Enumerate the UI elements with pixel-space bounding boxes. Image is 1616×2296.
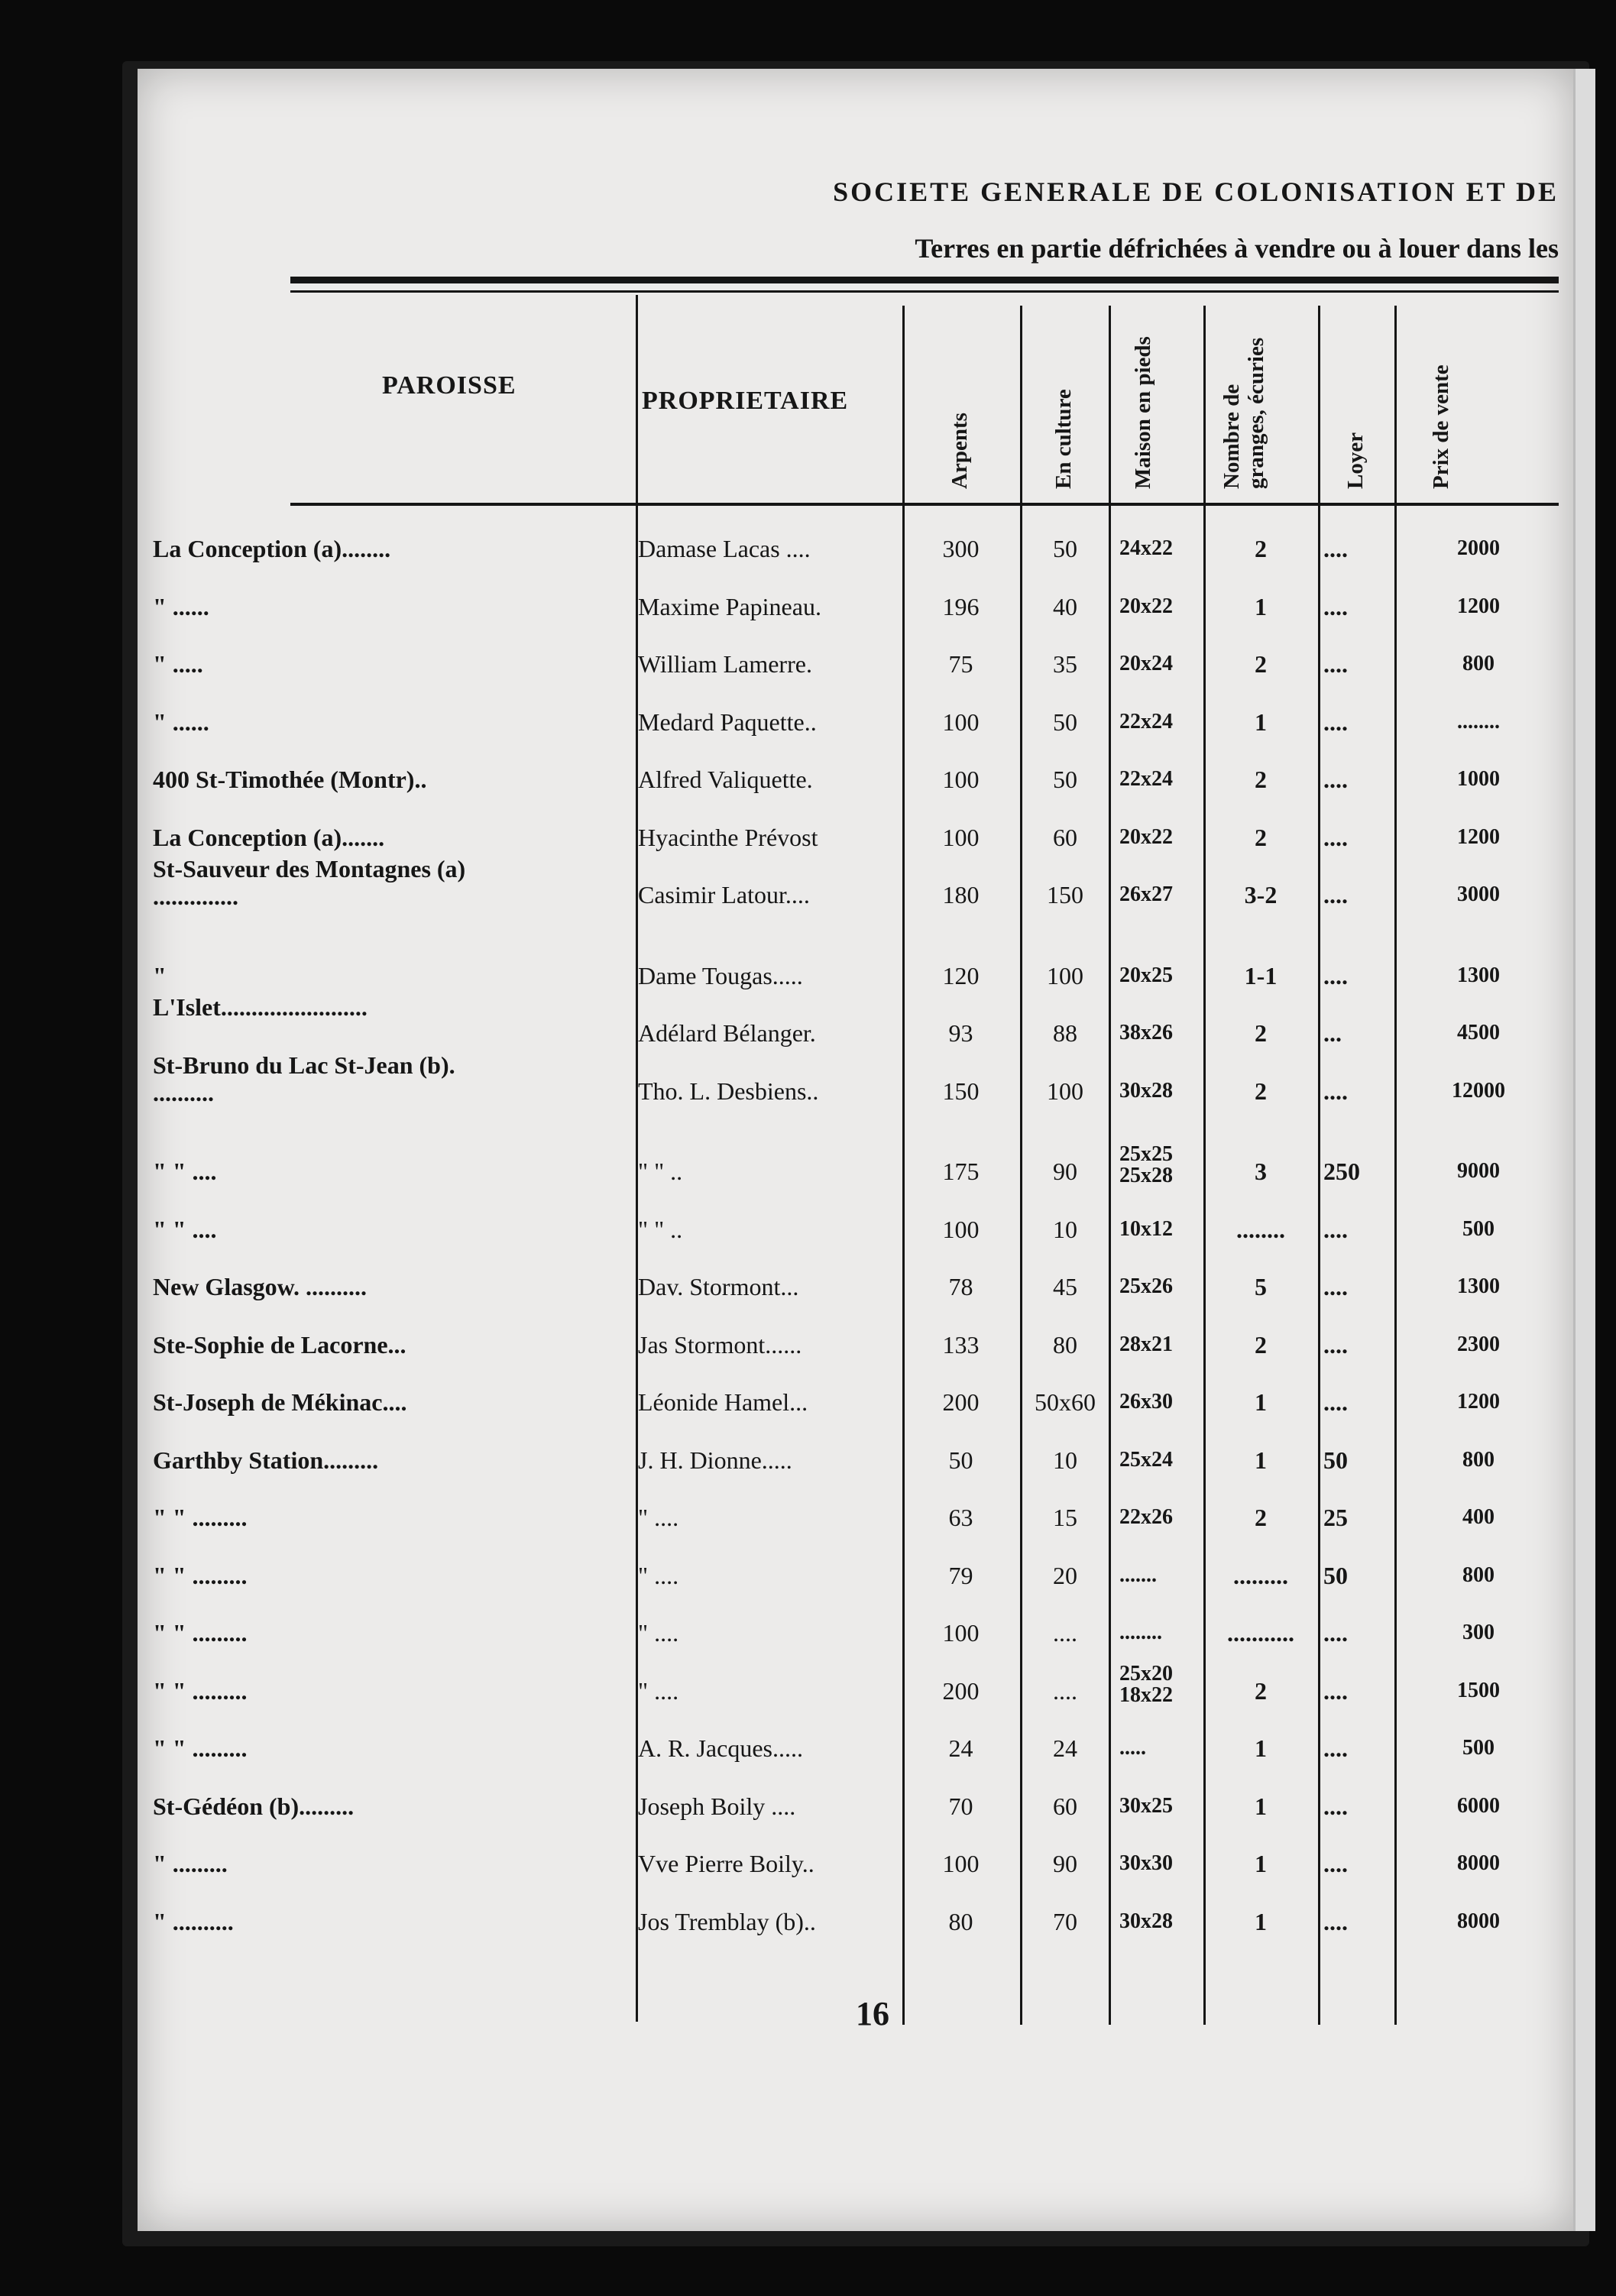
table-row [138,1792,1574,1849]
cell-arpents: 175 [942,1158,980,1185]
cell-maison: 30x25 [1119,1793,1173,1818]
cell-prix: 500 [1462,1216,1495,1241]
cell-loyer: .... [1323,650,1348,678]
cell-culture: 50x60 [1035,1388,1096,1416]
cell-granges: 2 [1255,1077,1267,1105]
cell-culture: 50 [1053,766,1077,793]
cell-arpents: 100 [942,823,980,851]
cell-paroisse: " ......... [153,1850,228,1877]
table-row [138,1734,1574,1791]
cell-proprietaire: Joseph Boily .... [638,1792,796,1820]
cell-loyer: .... [1323,823,1348,851]
cell-prix: 800 [1462,1563,1495,1587]
cell-culture: 35 [1053,650,1077,678]
table-row [138,1216,1574,1272]
col-header-loyer: Loyer [1343,432,1368,489]
cell-granges: 1 [1255,1734,1267,1762]
cell-granges: 1 [1255,1792,1267,1820]
cell-prix: 2000 [1457,536,1500,560]
cell-proprietaire: Hyacinthe Prévost [638,823,818,851]
table-row [138,1051,1574,1134]
cell-prix: 1200 [1457,594,1500,618]
cell-proprietaire: Adélard Bélanger. [638,1019,816,1047]
cell-loyer: .... [1323,535,1348,562]
cell-proprietaire: A. R. Jacques..... [638,1734,803,1762]
cell-arpents: 78 [948,1273,973,1300]
table-row [138,766,1574,822]
cell-granges: 1 [1255,1446,1267,1474]
cell-maison: 10x12 [1119,1216,1173,1241]
cell-paroisse: " .......... [153,1907,234,1935]
cell-loyer: .... [1323,1388,1348,1416]
cell-proprietaire: Jas Stormont...... [638,1330,802,1358]
cell-paroisse: " " ......... [153,1676,248,1705]
cell-maison: ........ [1119,1621,1162,1644]
cell-granges: 5 [1255,1273,1267,1300]
cell-arpents: 80 [948,1907,973,1935]
cell-prix: 8000 [1457,1851,1500,1875]
table-row [138,535,1574,591]
cell-proprietaire: " .... [638,1676,679,1705]
cell-paroisse: " [153,961,167,989]
cell-granges: 1 [1255,1850,1267,1877]
cell-loyer: .... [1323,766,1348,793]
cell-loyer: .... [1323,1077,1348,1105]
cell-paroisse: Garthby Station......... [153,1446,379,1474]
cell-proprietaire: " " .. [638,1215,683,1243]
cell-culture: .... [1053,1619,1077,1647]
table-row [138,1504,1574,1560]
cell-maison: 30x30 [1119,1851,1173,1875]
cell-loyer: .... [1323,1215,1348,1243]
cell-arpents: 133 [942,1330,980,1358]
table-row [138,650,1574,707]
cell-arpents: 300 [942,535,980,562]
cell-arpents: 100 [942,708,980,736]
cell-maison: 30x28 [1119,1909,1173,1933]
cell-culture: 10 [1053,1446,1077,1474]
cell-paroisse: " " ......... [153,1734,248,1762]
cell-prix: 400 [1462,1505,1495,1529]
cell-paroisse: New Glasgow. .......... [153,1273,367,1300]
cell-proprietaire: " .... [638,1504,679,1531]
cell-granges: 2 [1255,1676,1267,1705]
cell-granges: 2 [1255,1504,1267,1531]
cell-arpents: 50 [948,1446,973,1474]
cell-arpents: 63 [948,1504,973,1531]
document-page [138,69,1574,2231]
cell-maison: 38x26 [1119,1021,1173,1044]
header-line-1: SOCIETE GENERALE DE COLONISATION ET DE [833,176,1559,207]
cell-maison: 25x25 25x28 [1119,1142,1173,1187]
cell-culture: 150 [1047,881,1083,908]
cell-prix: 1300 [1457,1274,1500,1298]
cell-arpents: 100 [942,766,980,793]
cell-arpents: 100 [942,1215,980,1243]
table-row [138,1661,1574,1734]
col-header-proprietaire: PROPRIETAIRE [642,387,849,415]
cell-granges: ........ [1236,1215,1285,1243]
cell-maison: 20x22 [1119,824,1173,849]
cell-prix: 8000 [1457,1909,1500,1933]
cell-prix: 1200 [1457,824,1500,849]
cell-prix: 9000 [1457,1159,1500,1183]
table-row [138,708,1574,765]
cell-prix: 1000 [1457,767,1500,791]
cell-arpents: 200 [942,1676,980,1705]
table-row [138,1388,1574,1445]
cell-proprietaire: " .... [638,1561,679,1589]
cell-prix: 300 [1462,1621,1495,1644]
cell-maison: 25x26 [1119,1274,1173,1298]
cell-proprietaire: Medard Paquette.. [638,708,817,736]
cell-granges: 2 [1255,650,1267,678]
cell-granges: 2 [1255,766,1267,793]
cell-loyer: .... [1323,592,1348,620]
cell-loyer: .... [1323,1619,1348,1647]
cell-granges: 1 [1255,1388,1267,1416]
cell-culture: .... [1053,1676,1077,1705]
cell-proprietaire: " " .. [638,1158,683,1185]
table-row [138,1850,1574,1906]
cell-granges: 1 [1255,1907,1267,1935]
cell-culture: 90 [1053,1850,1077,1877]
cell-proprietaire: J. H. Dionne..... [638,1446,792,1474]
col-header-culture: En culture [1051,389,1076,489]
cell-proprietaire: Damase Lacas .... [638,535,811,562]
cell-maison: 22x24 [1119,767,1173,791]
cell-paroisse: 400 St-Timothée (Montr).. [153,766,427,793]
cell-loyer: .... [1323,1273,1348,1300]
cell-culture: 40 [1053,592,1077,620]
cell-culture: 24 [1053,1734,1077,1762]
cell-proprietaire: Tho. L. Desbiens.. [638,1077,819,1105]
cell-loyer: .... [1323,1734,1348,1762]
table-row [138,1619,1574,1676]
cell-paroisse: " ...... [153,708,209,736]
cell-loyer: 50 [1323,1446,1348,1474]
cell-loyer: .... [1323,1907,1348,1935]
table-header-rule [290,503,1559,506]
cell-granges: 1 [1255,708,1267,736]
cell-arpents: 200 [942,1388,980,1416]
col-header-prix: Prix de vente [1429,364,1453,489]
cell-granges: 3 [1255,1158,1267,1185]
cell-arpents: 75 [948,650,973,678]
cell-prix: 4500 [1457,1021,1500,1044]
cell-proprietaire: Alfred Valiquette. [638,766,813,793]
cell-prix: 12000 [1452,1078,1505,1103]
col-header-maison: Maison en pieds [1131,336,1155,489]
table-row [138,593,1574,649]
cell-paroisse: St-Bruno du Lac St-Jean (b). .......... [153,1051,455,1106]
cell-culture: 80 [1053,1330,1077,1358]
cell-loyer: 250 [1323,1158,1360,1185]
cell-paroisse: " " ......... [153,1561,248,1589]
cell-culture: 60 [1053,1792,1077,1820]
cell-granges: ......... [1233,1561,1288,1589]
cell-prix: 800 [1462,1447,1495,1472]
cell-prix: 1200 [1457,1390,1500,1414]
cell-granges: ........... [1227,1619,1294,1647]
page-number: 16 [856,1995,889,2032]
cell-culture: 50 [1053,708,1077,736]
table-row [138,1273,1574,1329]
cell-prix: 3000 [1457,882,1500,906]
cell-maison: 25x24 [1119,1447,1173,1472]
cell-loyer: .... [1323,1850,1348,1877]
table-row [138,1142,1574,1214]
cell-loyer: ... [1323,1019,1342,1047]
cell-paroisse: " ...... [153,592,209,620]
cell-culture: 90 [1053,1158,1077,1185]
cell-loyer: .... [1323,961,1348,989]
cell-loyer: .... [1323,708,1348,736]
cell-maison: 26x27 [1119,882,1173,906]
cell-culture: 100 [1047,961,1083,989]
header-rule-thin [290,290,1559,293]
cell-proprietaire: Dav. Stormont... [638,1273,799,1300]
cell-culture: 50 [1053,535,1077,562]
cell-arpents: 120 [942,961,980,989]
cell-loyer: 25 [1323,1504,1348,1531]
cell-prix: ........ [1457,709,1500,733]
cell-maison: 22x24 [1119,709,1173,733]
cell-proprietaire: Casimir Latour.... [638,881,810,908]
col-header-arpents: Arpents [947,413,972,489]
cell-proprietaire: Maxime Papineau. [638,592,821,620]
cell-culture: 20 [1053,1561,1077,1589]
cell-maison: 20x25 [1119,963,1173,987]
cell-prix: 6000 [1457,1793,1500,1818]
cell-paroisse: St-Joseph de Mékinac.... [153,1388,407,1416]
col-header-paroisse: PAROISSE [382,371,517,400]
header-rule-thick [290,277,1559,283]
cell-loyer: .... [1323,881,1348,908]
cell-arpents: 150 [942,1077,980,1105]
cell-proprietaire: Vve Pierre Boily.. [638,1850,814,1877]
cell-prix: 800 [1462,652,1495,675]
cell-granges: 1 [1255,592,1267,620]
cell-maison: 20x22 [1119,594,1173,618]
cell-paroisse: L'Islet........................ [153,993,368,1021]
cell-proprietaire: Dame Tougas..... [638,961,803,989]
cell-arpents: 79 [948,1561,973,1589]
cell-paroisse: Ste-Sophie de Lacorne... [153,1330,406,1358]
cell-paroisse: " " ......... [153,1504,248,1531]
cell-arpents: 100 [942,1619,980,1647]
cell-culture: 70 [1053,1907,1077,1935]
cell-maison: 24x22 [1119,536,1173,560]
cell-paroisse: St-Gédéon (b)......... [153,1792,355,1820]
col-header-granges: Nombre de granges, écuries [1219,337,1268,489]
cell-maison: 30x28 [1119,1078,1173,1103]
cell-maison: ..... [1119,1736,1146,1760]
cell-loyer: .... [1323,1330,1348,1358]
cell-proprietaire: William Lamerre. [638,650,812,678]
cell-paroisse: " ..... [153,650,203,678]
cell-granges: 2 [1255,1019,1267,1047]
table-row [138,1446,1574,1503]
cell-arpents: 196 [942,592,980,620]
cell-prix: 1500 [1457,1678,1500,1702]
cell-proprietaire: " .... [638,1619,679,1647]
table-row [138,1908,1574,1964]
cell-granges: 2 [1255,823,1267,851]
header-line-2: Terres en partie défrichées à vendre ou à louer dans les [915,233,1559,264]
cell-maison: 26x30 [1119,1390,1173,1414]
cell-culture: 45 [1053,1273,1077,1300]
cell-culture: 88 [1053,1019,1077,1047]
cell-arpents: 24 [948,1734,973,1762]
cell-granges: 1-1 [1244,961,1278,989]
cell-arpents: 100 [942,1850,980,1877]
cell-granges: 2 [1255,1330,1267,1358]
cell-arpents: 180 [942,881,980,908]
cell-prix: 1300 [1457,963,1500,987]
next-page-edge [1573,69,1595,2231]
cell-proprietaire: Léonide Hamel... [638,1388,808,1416]
cell-proprietaire: Jos Tremblay (b).. [638,1907,816,1935]
cell-paroisse: St-Sauveur des Montagnes (a) .............. [153,855,466,910]
cell-culture: 15 [1053,1504,1077,1531]
cell-paroisse: " " .... [153,1158,217,1185]
cell-maison: ....... [1119,1563,1157,1587]
cell-granges: 3-2 [1244,881,1278,908]
cell-paroisse: La Conception (a)....... [153,823,385,851]
cell-maison: 20x24 [1119,652,1173,675]
cell-culture: 10 [1053,1215,1077,1243]
cell-culture: 60 [1053,823,1077,851]
cell-paroisse: La Conception (a)........ [153,535,391,562]
cell-maison: 25x20 18x22 [1119,1661,1173,1707]
cell-arpents: 70 [948,1792,973,1820]
cell-prix: 500 [1462,1736,1495,1760]
cell-maison: 28x21 [1119,1332,1173,1356]
table-row [138,855,1574,938]
cell-arpents: 93 [948,1019,973,1047]
cell-loyer: .... [1323,1676,1348,1705]
cell-loyer: .... [1323,1792,1348,1820]
cell-paroisse: " " .... [153,1215,217,1243]
cell-granges: 2 [1255,535,1267,562]
cell-loyer: 50 [1323,1561,1348,1589]
table-row [138,1562,1574,1618]
table-row [138,1331,1574,1388]
cell-paroisse: " " ......... [153,1619,248,1647]
cell-maison: 22x26 [1119,1505,1173,1529]
cell-prix: 2300 [1457,1332,1500,1356]
cell-culture: 100 [1047,1077,1083,1105]
